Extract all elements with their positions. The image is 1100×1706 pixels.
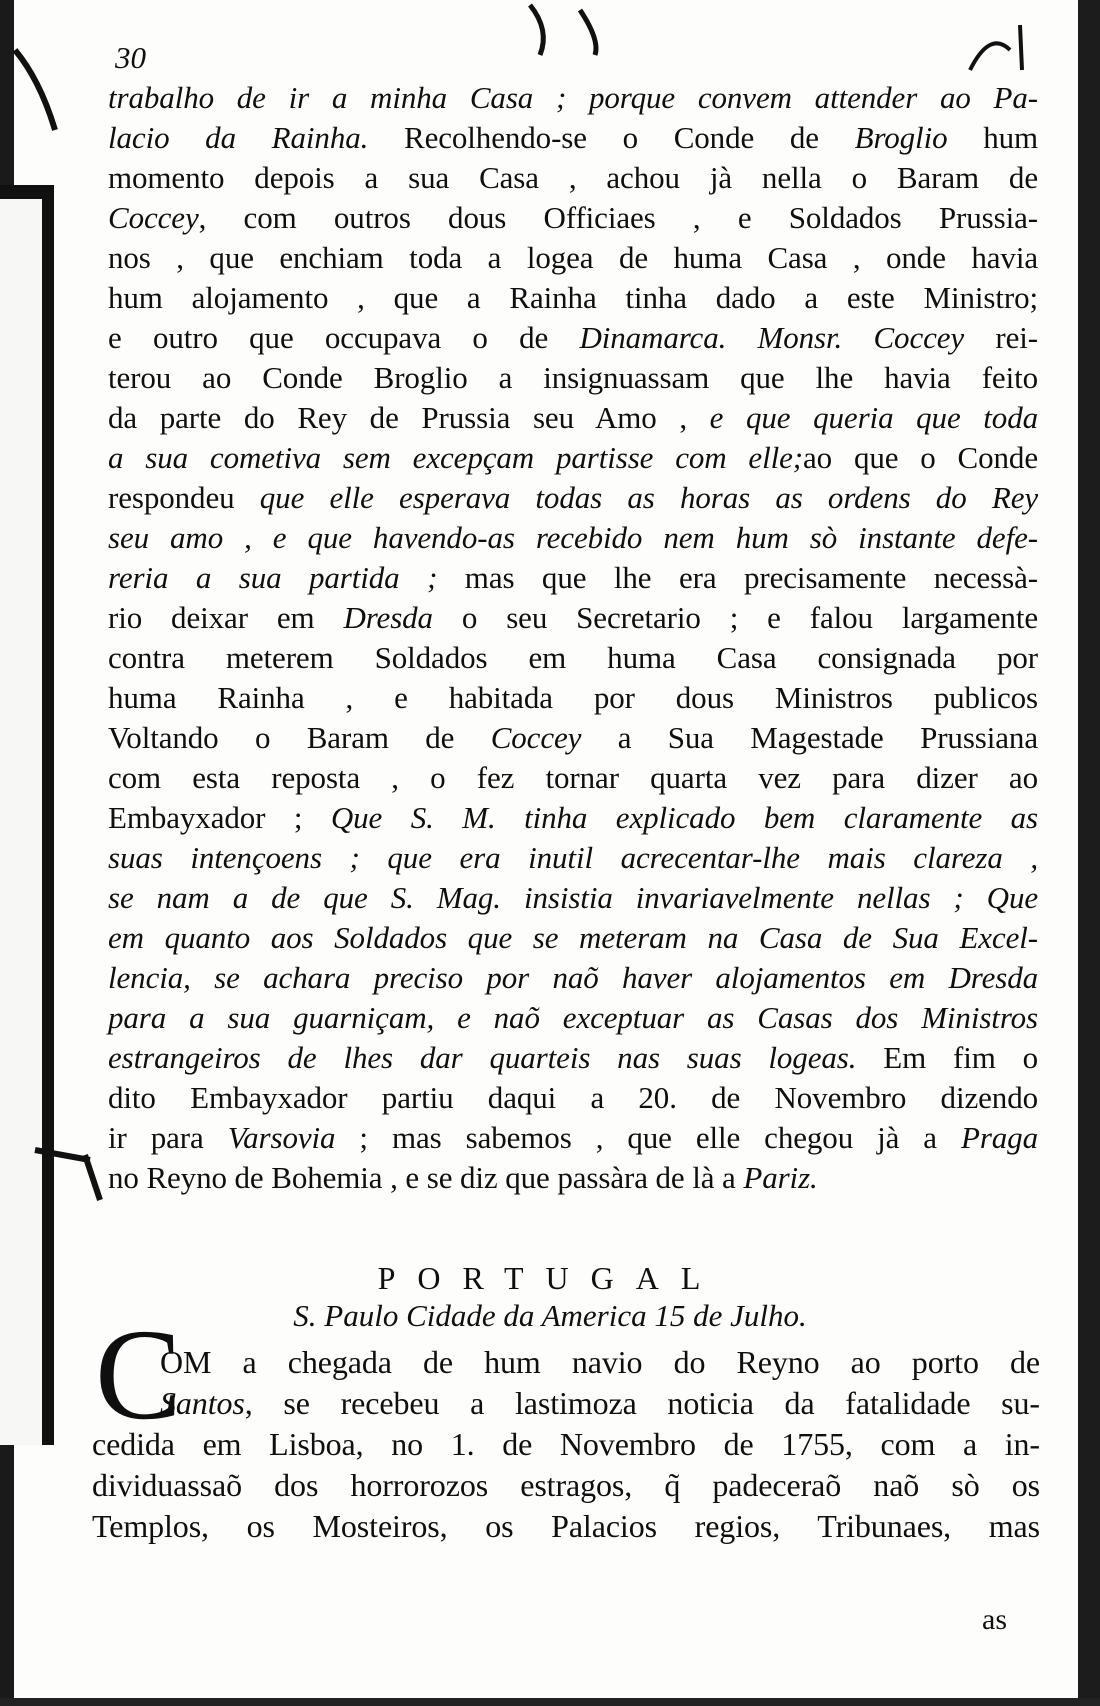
text-line — [108, 78, 1038, 118]
roman-text: Voltando o Baram de — [108, 720, 491, 755]
text-line — [108, 398, 1038, 438]
text-line — [108, 878, 1038, 918]
drop-cap: C — [95, 1303, 182, 1447]
roman-text: momento depois a sua Casa , achou jà nella o Baram de — [108, 160, 1038, 195]
text-line — [108, 198, 1038, 238]
ink-smudge-top-center — [520, 0, 630, 60]
roman-text: ; mas sabemos , que elle chegou jà a — [335, 1120, 961, 1155]
italic-text: Dresda — [343, 600, 433, 635]
text-line — [108, 758, 1038, 798]
roman-text: Embayxador ; — [108, 800, 331, 835]
text-line — [108, 998, 1038, 1038]
roman-text: OM a chegada de hum navio do Reyno ao porto de — [160, 1344, 1040, 1380]
italic-text: reria a sua partida ; — [108, 560, 438, 595]
roman-text: , com outros dous Officiaes , e Soldados Prussia- — [198, 200, 1038, 235]
ink-smudge-top-right — [960, 20, 1040, 80]
text-line — [108, 278, 1038, 318]
roman-text: mas que lhe era precisamente necessà- — [437, 560, 1038, 595]
text-line — [108, 638, 1038, 678]
italic-text: suas intençoens ; que era inutil acrecentar-lhe mais clareza , — [108, 840, 1038, 875]
italic-text: trabalho de ir a minha Casa ; porque convem attender ao Pa- — [108, 80, 1038, 115]
italic-text: Praga — [960, 1120, 1038, 1155]
body-text — [108, 78, 1038, 1198]
news-text — [92, 1424, 1040, 1547]
text-line — [92, 1424, 1040, 1465]
italic-text: Que S. M. tinha explicado bem claramente as — [330, 800, 1038, 835]
text-line — [92, 1465, 1040, 1506]
roman-text: contra meterem Soldados em huma Casa consignada por — [108, 640, 1038, 675]
text-line — [108, 558, 1038, 598]
text-line — [92, 1506, 1040, 1547]
roman-text: e outro que occupava o de — [108, 320, 580, 355]
text-line — [108, 318, 1038, 358]
roman-text: rio deixar em — [108, 600, 344, 635]
italic-text: e que queria que toda — [709, 400, 1038, 435]
italic-text: lencia, se achara preciso por naõ haver alojamentos em Dresda — [108, 960, 1038, 995]
text-line — [108, 718, 1038, 758]
text-line — [108, 678, 1038, 718]
roman-text: ao que o Conde — [803, 440, 1038, 475]
roman-text: respondeu — [108, 480, 260, 515]
dateline: S. Paulo Cidade da America 15 de Julho. — [293, 1298, 807, 1333]
italic-text: para a sua guarniçam, e naõ exceptuar as Casas dos Ministros — [108, 1000, 1038, 1035]
text-line — [108, 918, 1038, 958]
italic-text: Broglio — [854, 120, 948, 155]
text-line — [108, 838, 1038, 878]
roman-text: terou ao Conde Broglio a insignuassam que lhe havia feito — [108, 360, 1038, 395]
roman-text: nos , que enchiam toda a logea de huma Casa , onde havia — [108, 240, 1038, 275]
text-line — [108, 958, 1038, 998]
text-line — [108, 798, 1038, 838]
text-line — [108, 118, 1038, 158]
italic-text: lacio da Rainha. — [108, 120, 369, 155]
italic-text: que elle esperava todas as horas as ordens do Rey — [259, 480, 1039, 515]
italic-text: estrangeiros de lhes dar quarteis nas suas logeas. — [108, 1040, 857, 1075]
italic-text: Coccey — [490, 720, 582, 755]
text-line — [108, 358, 1038, 398]
catchword: as — [982, 1603, 1007, 1636]
page-number: 30 — [115, 40, 146, 75]
italic-text: se nam a de que S. Mag. insistia invariavelmente nellas ; Que — [108, 880, 1038, 915]
ink-smudge-top-left — [10, 40, 70, 140]
roman-text: rei- — [964, 320, 1038, 355]
section-heading: PORTUGAL — [377, 1260, 723, 1296]
roman-text: hum — [947, 120, 1039, 155]
text-line — [108, 1078, 1038, 1118]
roman-text: Recolhendo-se o Conde de — [368, 120, 855, 155]
roman-text: , se recebeu a lastimoza noticia da fatalidade su- — [244, 1385, 1040, 1421]
text-line — [160, 1342, 1040, 1383]
italic-text: Varsovia — [227, 1120, 336, 1155]
text-line — [108, 598, 1038, 638]
roman-text: huma Rainha , e habitada por dous Ministros publicos — [108, 680, 1038, 715]
italic-text: Coccey — [108, 200, 199, 235]
italic-text: Santos — [160, 1385, 245, 1421]
text-line — [160, 1383, 1040, 1424]
italic-text: seu amo , e que havendo-as recebido nem hum sò instante defe- — [108, 520, 1038, 555]
ink-smudge-left-margin — [30, 1140, 110, 1210]
roman-text: o seu Secretario ; e falou largamente — [432, 600, 1038, 635]
text-line — [108, 158, 1038, 198]
italic-text: Dinamarca. Monsr. Coccey — [579, 320, 965, 355]
roman-text: Templos, os Mosteiros, os Palacios regios, Tribunaes, mas — [92, 1508, 1040, 1544]
roman-text: da parte do Rey de Prussia seu Amo , — [108, 400, 710, 435]
roman-text: Em fim o — [856, 1040, 1038, 1075]
roman-text: dito Embayxador partiu daqui a 20. de Novembro dizendo — [108, 1080, 1038, 1115]
text-line — [108, 518, 1038, 558]
italic-text: a sua cometiva sem excepçam partisse com elle; — [108, 440, 803, 475]
text-line — [108, 1038, 1038, 1078]
scan-bottom-edge — [0, 1698, 1100, 1706]
roman-text: com esta reposta , o fez tornar quarta vez para dizer ao — [108, 760, 1038, 795]
roman-text: cedida em Lisboa, no 1. de Novembro de 1755, com a in- — [92, 1426, 1040, 1462]
roman-text: ir para — [108, 1120, 228, 1155]
roman-text: dividuassaõ dos horrorozos estragos, q̃ padeceraõ naõ sò os — [92, 1467, 1040, 1503]
text-line — [108, 1118, 1038, 1158]
scan-binding-shadow — [0, 185, 54, 1445]
italic-text: Pariz. — [743, 1160, 818, 1195]
text-line — [108, 438, 1038, 478]
news-text-indented — [160, 1342, 1040, 1424]
roman-text: no Reyno de Bohemia , e se diz que passàra de là a — [108, 1160, 744, 1195]
italic-text: em quanto aos Soldados que se meteram na Casa de Sua Excel- — [108, 920, 1038, 955]
roman-text: hum alojamento , que a Rainha tinha dado a este Ministro; — [108, 280, 1038, 315]
scan-right-edge — [1078, 0, 1100, 1706]
text-line — [108, 1158, 1038, 1198]
roman-text: a Sua Magestade Prussiana — [581, 720, 1038, 755]
text-line — [108, 478, 1038, 518]
text-line — [108, 238, 1038, 278]
